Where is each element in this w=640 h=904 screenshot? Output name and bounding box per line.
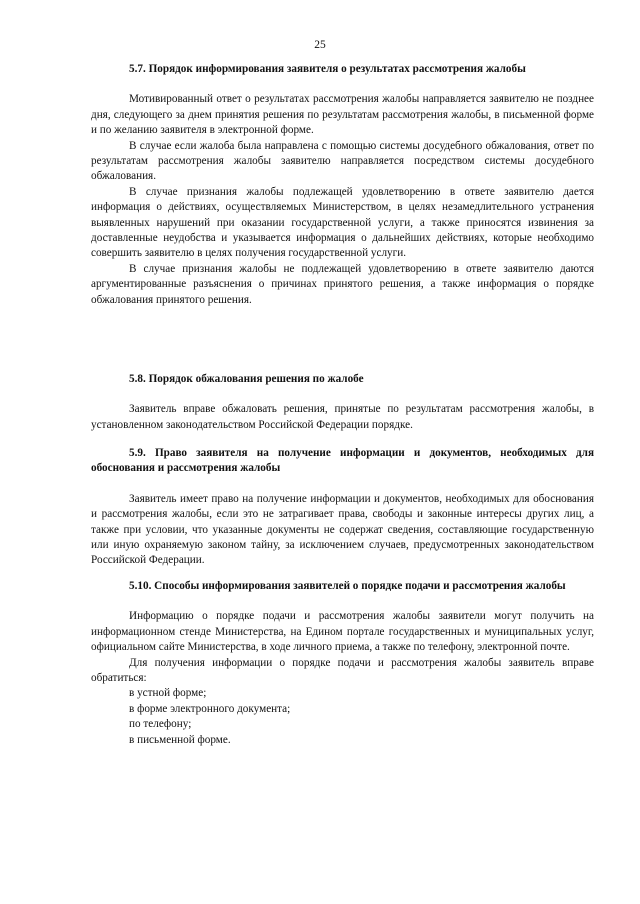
section-5-9 [91, 446, 594, 569]
list-item: в письменной форме. [129, 733, 231, 746]
section-heading-5-7: 5.7. Порядок информирования заявителя о результатах рассмотрения жалобы [129, 63, 526, 75]
paragraph: В случае признания жалобы не подлежащей удовлетворению в ответе заявителю даются аргументированные разъяснения о причинах принятого решения, а также информация о порядке обжалования принятого решения. [91, 262, 594, 306]
paragraph: В случае если жалоба была направлена с помощью системы досудебного обжалования, ответ по результатам рассмотрения жалобы заявителю направляется посредством системы досудебного обжалования. [91, 139, 594, 183]
paragraph: В случае признания жалобы подлежащей удовлетворению в ответе заявителю дается информация о действиях, осуществляемых Министерством, в целях незамедлительного устранения выявленных нарушений при оказании государственной услуги, а также приносятся извинения за доставленные неудобства и указывается информация о дальнейших действиях, которые необходимо совершить заявителю в целях получения государственной услуги. [91, 185, 594, 260]
section-heading-5-8: 5.8. Порядок обжалования решения по жалобе [129, 373, 364, 385]
section-heading-5-10: 5.10. Способы информирования заявителей о порядке подачи и рассмотрения жалобы [129, 580, 566, 592]
section-5-10 [91, 579, 594, 748]
section-5-8 [91, 372, 594, 433]
page-number: 25 [314, 39, 326, 51]
paragraph: Информацию о порядке подачи и рассмотрения жалобы заявители могут получить на информационном стенде Министерства, на Едином портале государственных и муниципальных услуг, официальном сайте Министерства, в ходе личного приема, а также по телефону, электронной почте. [91, 610, 594, 654]
paragraph: Мотивированный ответ о результатах рассмотрения жалобы направляется заявителю не позднее дня, следующего за днем принятия решения по результатам рассмотрения жалобы, в письменной форме и по желанию заявителя в электронной форме. [91, 93, 594, 137]
paragraph: Для получения информации о порядке подачи и рассмотрения жалобы заявитель вправе обратиться: [91, 656, 594, 685]
section-heading-5-9: 5.9. Право заявителя на получение информации и документов, необходимых для обоснования и рассмотрения жалобы [91, 447, 594, 475]
list-item: в устной форме; [129, 687, 207, 700]
section-5-7 [91, 62, 594, 308]
list-item: по телефону; [129, 718, 192, 731]
list-item: в форме электронного документа; [129, 702, 291, 715]
paragraph: Заявитель имеет право на получение информации и документов, необходимых для обоснования и рассмотрения жалобы, если это не затрагивает права, свободы и законные интересы других лиц, а также при условии, что указанные документы не содержат сведения, составляющие государственную или иную охраняемую законом тайну, за исключением случаев, предусмотренных законодательством Российской Федерации. [91, 492, 594, 567]
paragraph: Заявитель вправе обжаловать решения, принятые по результатам рассмотрения жалобы, в установленном законодательством Российской Федерации порядке. [91, 403, 594, 431]
